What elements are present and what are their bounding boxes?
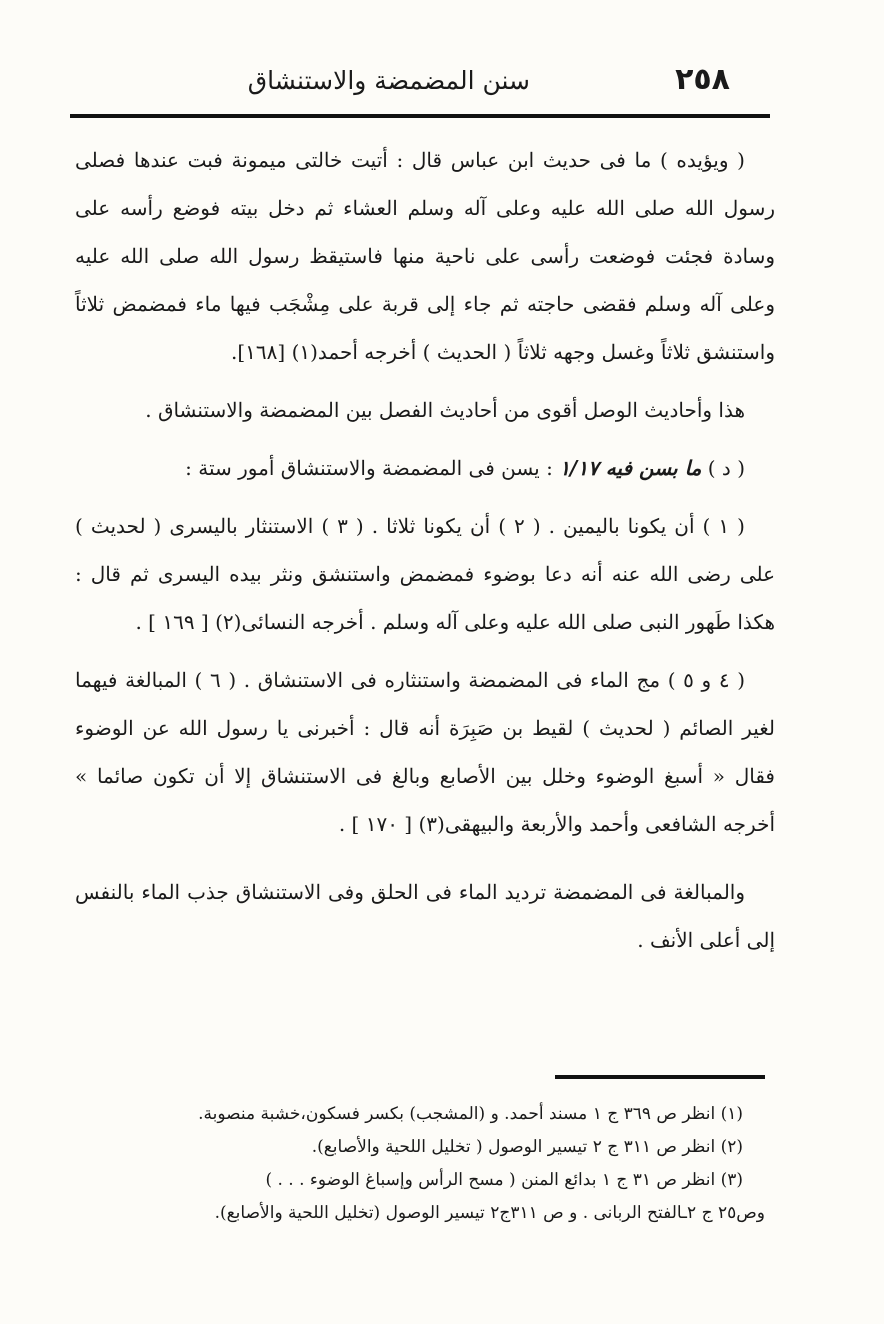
section-d-label: ( د ) [707,456,745,480]
page-number: ٢٥٨ [675,62,730,97]
footnote-3-continued: وص٢٥ ج ٢ـالفتح الربانى . و ص ٣١١ج٢ تيسير الوصول (تخليل اللحية والأصابع). [214,1203,765,1223]
section-d-text: : يسن فى المضمضة والاستنشاق أمور ستة : [185,456,553,480]
header-rule [70,114,770,118]
paragraph-mubalagha: والمبالغة فى المضمضة ترديد الماء فى الحلق وفى الاستنشاق جذب الماء بالنفس إلى أعلى الأنف . [75,880,775,952]
handwritten-note: ما بسن فيه ١/١٧ [559,456,702,480]
footnote-rule [555,1075,765,1079]
footnote-1: (١) انظر ص ٣٦٩ ج ١ مسند أحمد. و (المشجب) بكسر فسكون،خشبة منصوبة. [198,1104,743,1124]
footnote-2: (٢) انظر ص ٣١١ ج ٢ تيسير الوصول ( تخليل اللحية والأصابع). [311,1137,743,1157]
paragraph-conclusion: هذا وأحاديث الوصل أقوى من أحاديث الفصل بين المضمضة والاستنشاق . [145,398,745,422]
paragraph-sunan-4-6: ( ٤ و ٥ ) مج الماء فى المضمضة واستنثاره فى الاستنشاق . ( ٦ ) المبالغة فيهما لغير الصائم ( لحديث ) لقيط بن صَبِرَة أنه قال : أخبرنى يا رسول الله عن الوضوء فقال « أسبغ الوضوء وخلل بين الأصابع وبالغ فى الاستنشاق إلا أن تكون صائما » أخرجه الشافعى وأحمد والأربعة والبيهقى(٣) [ ١٧٠ ] . [75,668,775,836]
section-d-heading [75,444,775,492]
page-header [70,58,770,108]
footnote-3: (٣) انظر ص ٣١ ج ١ بدائع المنن ( مسح الرأس وإسباغ الوضوء . . . ) [265,1170,743,1190]
paragraph-sunan-1-3: ( ١ ) أن يكونا باليمين . ( ٢ ) أن يكونا ثلاثا . ( ٣ ) الاستنثار باليسرى ( لحديث ) على رضى الله عنه أنه دعا بوضوء فمضمض واستنشق ونثر بيده اليسرى ثم قال : هكذا طَهور النبى صلى الله عليه وعلى آله وسلم . أخرجه النسائى(٢) [ ١٦٩ ] . [75,514,775,634]
footnotes [75,1098,765,1230]
paragraph-hadith-ibn-abbas: ( ويؤيده ) ما فى حديث ابن عباس قال : أتيت خالتى ميمونة فبت عندها فصلى رسول الله صلى الله عليه وعلى آله وسلم العشاء ثم دخل بيته فوضع رأسه على وسادة فجئت فوضعت رأسى على ناحية منها فاستيقظ رسول الله صلى الله عليه وعلى آله وسلم فقضى حاجته ثم جاء إلى قربة على مِشْجَب فيها ماء فمضمض ثلاثاً واستنشق ثلاثاً وغسل وجهه ثلاثاً ( الحديث ) أخرجه أحمد(١) [١٦٨]. [75,148,775,364]
running-title: سنن المضمضة والاستنشاق [247,66,530,95]
main-text [75,136,775,964]
